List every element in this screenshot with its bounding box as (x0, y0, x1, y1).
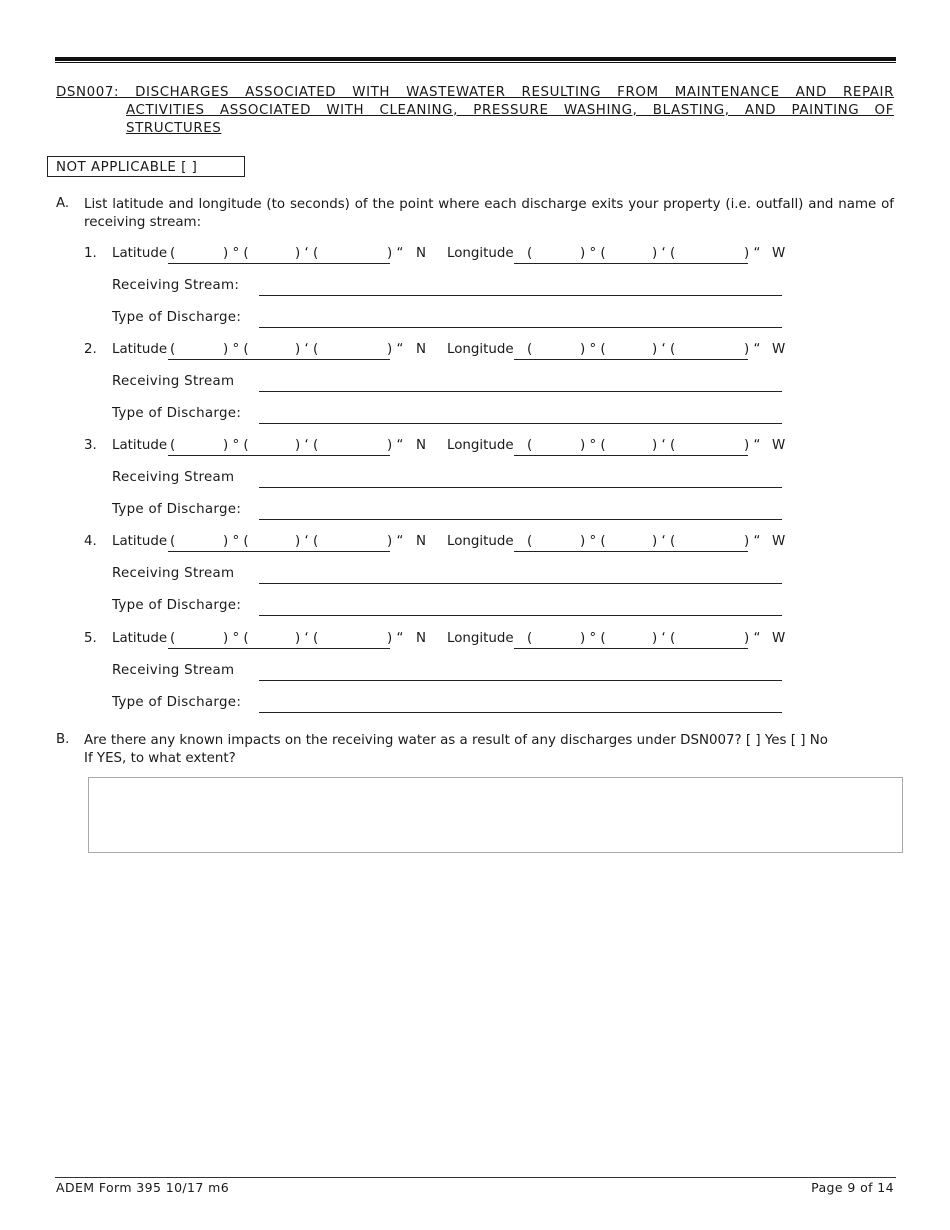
longitude-minutes-close: ) ‘ ( (652, 342, 676, 357)
longitude-degrees-open: ( (527, 534, 533, 549)
longitude-label: Longitude (447, 631, 514, 646)
longitude-label: Longitude (447, 342, 514, 357)
type-of-discharge-input[interactable] (259, 423, 782, 424)
latitude-seconds-close: ) “ (387, 534, 404, 549)
entry-number: 2. (84, 342, 97, 357)
longitude-hemisphere: W (772, 438, 786, 453)
latitude-degrees-open: ( (170, 534, 176, 549)
entry-number: 4. (84, 534, 97, 549)
longitude-seconds-close: ) “ (744, 342, 761, 357)
latitude-input-line[interactable] (168, 455, 390, 456)
type-of-discharge-input[interactable] (259, 519, 782, 520)
not-applicable-checkbox[interactable]: NOT APPLICABLE [ ] (47, 156, 245, 177)
heading-line-1: DSN007: DISCHARGES ASSOCIATED WITH WASTEWATER RESULTING FROM MAINTENANCE AND REPAIR (56, 85, 894, 100)
section-heading (56, 84, 894, 138)
outfall-entry-4 (0, 534, 950, 630)
latitude-degrees-close: ) ° ( (223, 631, 249, 646)
longitude-degrees-close: ) ° ( (580, 631, 606, 646)
latitude-seconds-close: ) “ (387, 631, 404, 646)
outfall-entry-1 (0, 246, 950, 342)
longitude-input-line[interactable] (514, 551, 748, 552)
section-b-marker: B. (56, 732, 70, 747)
latitude-degrees-close: ) ° ( (223, 534, 249, 549)
latitude-minutes-close: ) ‘ ( (295, 246, 319, 261)
longitude-degrees-open: ( (527, 631, 533, 646)
longitude-hemisphere: W (772, 534, 786, 549)
longitude-hemisphere: W (772, 631, 786, 646)
type-of-discharge-label: Type of Discharge: (112, 502, 242, 517)
type-of-discharge-input[interactable] (259, 327, 782, 328)
latitude-label: Latitude (112, 534, 168, 549)
latitude-degrees-open: ( (170, 438, 176, 453)
longitude-input-line[interactable] (514, 455, 748, 456)
top-rule-thin (55, 62, 896, 63)
latitude-seconds-close: ) “ (387, 342, 404, 357)
longitude-degrees-open: ( (527, 438, 533, 453)
outfall-entry-5 (0, 631, 950, 727)
longitude-degrees-close: ) ° ( (580, 246, 606, 261)
longitude-degrees-close: ) ° ( (580, 534, 606, 549)
latitude-hemisphere: N (416, 534, 427, 549)
latitude-input-line[interactable] (168, 551, 390, 552)
longitude-label: Longitude (447, 246, 514, 261)
footer-rule (55, 1177, 896, 1178)
longitude-degrees-close: ) ° ( (580, 342, 606, 357)
receiving-stream-label: Receiving Stream (112, 470, 235, 485)
longitude-label: Longitude (447, 438, 514, 453)
footer-form-id: ADEM Form 395 10/17 m6 (56, 1180, 230, 1195)
latitude-input-line[interactable] (168, 648, 390, 649)
type-of-discharge-label: Type of Discharge: (112, 310, 242, 325)
longitude-minutes-close: ) ‘ ( (652, 631, 676, 646)
longitude-hemisphere: W (772, 342, 786, 357)
longitude-seconds-close: ) “ (744, 246, 761, 261)
entry-number: 5. (84, 631, 97, 646)
latitude-label: Latitude (112, 438, 168, 453)
latitude-seconds-close: ) “ (387, 438, 404, 453)
entry-number: 3. (84, 438, 97, 453)
latitude-label: Latitude (112, 342, 168, 357)
longitude-label: Longitude (447, 534, 514, 549)
longitude-input-line[interactable] (514, 359, 748, 360)
latitude-degrees-close: ) ° ( (223, 438, 249, 453)
longitude-minutes-close: ) ‘ ( (652, 438, 676, 453)
longitude-input-line[interactable] (514, 648, 748, 649)
latitude-minutes-close: ) ‘ ( (295, 342, 319, 357)
latitude-hemisphere: N (416, 631, 427, 646)
top-rule-thick (55, 57, 896, 61)
latitude-degrees-open: ( (170, 631, 176, 646)
receiving-stream-label: Receiving Stream (112, 374, 235, 389)
section-a-marker: A. (56, 196, 70, 211)
latitude-degrees-close: ) ° ( (223, 246, 249, 261)
latitude-degrees-close: ) ° ( (223, 342, 249, 357)
receiving-stream-input[interactable] (259, 295, 782, 296)
section-a-instructions: List latitude and longitude (to seconds) of the point where each discharge exits your property (i.e. outfall) and name of receiving stream: (84, 197, 894, 230)
longitude-minutes-close: ) ‘ ( (652, 246, 676, 261)
longitude-degrees-close: ) ° ( (580, 438, 606, 453)
latitude-degrees-open: ( (170, 342, 176, 357)
longitude-seconds-close: ) “ (744, 534, 761, 549)
receiving-stream-input[interactable] (259, 583, 782, 584)
impacts-followup-label: If YES, to what extent? (84, 751, 236, 766)
latitude-hemisphere: N (416, 438, 427, 453)
entry-number: 1. (84, 246, 97, 261)
latitude-degrees-open: ( (170, 246, 176, 261)
receiving-stream-input[interactable] (259, 680, 782, 681)
latitude-minutes-close: ) ‘ ( (295, 631, 319, 646)
longitude-hemisphere: W (772, 246, 786, 261)
receiving-stream-label: Receiving Stream (112, 663, 235, 678)
receiving-stream-input[interactable] (259, 487, 782, 488)
longitude-degrees-open: ( (527, 342, 533, 357)
receiving-stream-input[interactable] (259, 391, 782, 392)
receiving-stream-label: Receiving Stream (112, 566, 235, 581)
latitude-label: Latitude (112, 631, 168, 646)
longitude-seconds-close: ) “ (744, 438, 761, 453)
longitude-seconds-close: ) “ (744, 631, 761, 646)
longitude-degrees-open: ( (527, 246, 533, 261)
longitude-minutes-close: ) ‘ ( (652, 534, 676, 549)
impacts-extent-textarea[interactable] (88, 777, 903, 853)
latitude-minutes-close: ) ‘ ( (295, 534, 319, 549)
type-of-discharge-label: Type of Discharge: (112, 598, 242, 613)
type-of-discharge-input[interactable] (259, 615, 782, 616)
receiving-stream-label: Receiving Stream: (112, 278, 240, 293)
longitude-input-line[interactable] (514, 263, 748, 264)
type-of-discharge-label: Type of Discharge: (112, 406, 242, 421)
latitude-hemisphere: N (416, 246, 427, 261)
impacts-question[interactable]: Are there any known impacts on the receiving water as a result of any discharges under DSN007? [ ] Yes [ ] No (84, 733, 828, 748)
type-of-discharge-input[interactable] (259, 712, 782, 713)
outfall-entry-2 (0, 342, 950, 438)
latitude-input-line[interactable] (168, 263, 390, 264)
latitude-label: Latitude (112, 246, 168, 261)
latitude-seconds-close: ) “ (387, 246, 404, 261)
latitude-hemisphere: N (416, 342, 427, 357)
latitude-minutes-close: ) ‘ ( (295, 438, 319, 453)
outfall-entry-3 (0, 438, 950, 534)
latitude-input-line[interactable] (168, 359, 390, 360)
heading-line-3: STRUCTURES (126, 121, 222, 136)
section-b-question-block (84, 732, 894, 768)
footer-page-number: Page 9 of 14 (811, 1180, 894, 1195)
type-of-discharge-label: Type of Discharge: (112, 695, 242, 710)
heading-line-2: ACTIVITIES ASSOCIATED WITH CLEANING, PRESSURE WASHING, BLASTING, AND PAINTING OF (126, 103, 894, 118)
